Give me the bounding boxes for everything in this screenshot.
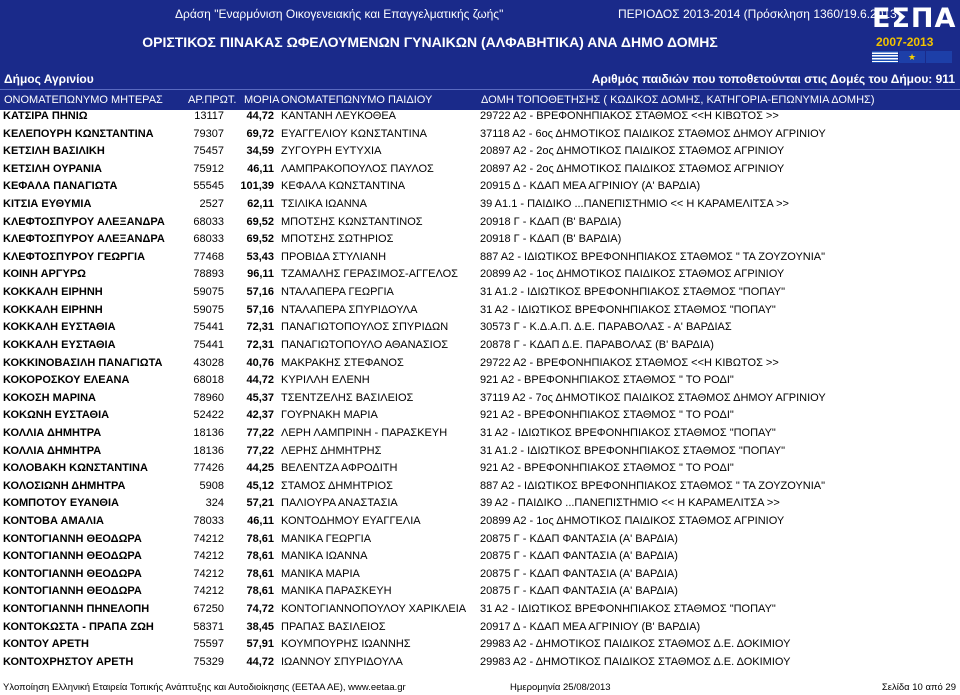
table-row [0,495,960,513]
footer-page: Σελίδα 10 από 29 [881,682,956,693]
protocol-number: 78893 [193,268,224,281]
score-value: 72,31 [246,321,274,334]
protocol-number: 43028 [193,356,224,369]
structure-name: 39 Α1.1 - ΠΑΙΔΙΚΟ ...ΠΑΝΕΠΙΣΤΗΜΙΟ << Η ΚΑΡΑΜΕΛΙΤΣΑ >> [480,198,789,211]
table-row [0,513,960,531]
mother-name: ΚΕΤΣΙΛΗ ΒΑΣΙΛΙΚΗ [3,145,105,158]
child-name: ΛΕΡΗΣ ΔΗΜΗΤΡΗΣ [281,444,382,457]
structure-name: 887 Α2 - ΙΔΙΩΤΙΚΟΣ ΒΡΕΦΟΝΗΠΙΑΚΟΣ ΣΤΑΘΜΟΣ " ΤΑ ΖΟΥΖΟΥΝΙΑ" [480,250,826,263]
score-value: 44,72 [246,374,274,387]
footer-org: Υλοποίηση Ελληνική Εταιρεία Τοπικής Ανάπτυξης και Αυτοδιοίκησης (ΕΕΤΑΑ ΑΕ), www.eetaa.gr [3,682,406,693]
score-value: 96,11 [247,268,274,281]
child-name: ΒΕΛΕΝΤΖΑ ΑΦΡΟΔΙΤΗ [281,462,398,475]
structure-name: 39 Α2 - ΠΑΙΔΙΚΟ ...ΠΑΝΕΠΙΣΤΗΜΙΟ << Η ΚΑΡΑΜΕΛΙΤΣΑ >> [480,497,780,510]
score-value: 69,72 [246,127,274,140]
score-value: 78,61 [246,585,274,598]
mother-name: ΚΟΚΚΙΝΟΒΑΣΙΛΗ ΠΑΝΑΓΙΩΤΑ [3,356,163,369]
table-row [0,355,960,373]
mother-name: ΚΟΝΤΟΓΙΑΝΝΗ ΘΕΟΔΩΡΑ [3,532,142,545]
protocol-number: 52422 [193,409,224,422]
child-name: ΖΥΓΟΥΡΗ ΕΥΤΥΧΙΑ [281,145,382,158]
protocol-number: 18136 [193,444,224,457]
score-value: 101,39 [240,180,274,193]
mother-name: ΚΟΝΤΟΓΙΑΝΝΗ ΘΕΟΔΩΡΑ [3,550,142,563]
child-name: ΚΥΡΙΛΛΗ ΕΛΕΝΗ [281,374,370,387]
table-row [0,126,960,144]
mother-name: ΚΟΚΚΑΛΗ ΕΥΣΤΑΘΙΑ [3,338,116,351]
score-value: 62,11 [247,198,274,211]
mother-name: ΚΛΕΦΤΟΣΠΥΡΟΥ ΓΕΩΡΓΙΑ [3,250,146,263]
child-name: ΤΣΕΝΤΖΕΛΗΣ ΒΑΣΙΛΕΙΟΣ [281,391,414,404]
child-name: ΚΟΥΜΠΟΥΡΗΣ ΙΩΑΝΝΗΣ [281,638,411,651]
protocol-number: 75329 [193,655,224,668]
score-value: 46,11 [247,515,274,528]
child-name: ΙΩΑΝΝΟΥ ΣΠΥΡΙΔΟΥΛΑ [281,655,403,668]
score-value: 45,37 [246,391,274,404]
score-value: 72,31 [246,338,274,351]
table-row [0,443,960,461]
protocol-number: 18136 [193,426,224,439]
mother-name: ΚΟΝΤΟΒΑ ΑΜΑΛΙΑ [3,515,104,528]
mother-name: ΚΟΚΚΑΛΗ ΕΙΡΗΝΗ [3,303,103,316]
structure-name: 30573 Γ - Κ.Δ.Α.Π. Δ.Ε. ΠΑΡΑΒΟΛΑΣ - Α' ΒΑΡΔΙΑΣ [480,321,732,334]
score-value: 69,52 [246,215,274,228]
protocol-number: 78033 [193,515,224,528]
child-name: ΚΕΦΑΛΑ ΚΩΝΣΤΑΝΤΙΝΑ [281,180,406,193]
mother-name: ΚΟΝΤΟΥ ΑΡΕΤΗ [3,638,89,651]
structure-name: 887 Α2 - ΙΔΙΩΤΙΚΟΣ ΒΡΕΦΟΝΗΠΙΑΚΟΣ ΣΤΑΘΜΟΣ " ΤΑ ΖΟΥΖΟΥΝΙΑ" [480,479,826,492]
child-name: ΜΑΝΙΚΑ ΠΑΡΑΣΚΕΥΗ [281,585,392,598]
protocol-number: 79307 [193,127,224,140]
score-value: 40,76 [246,356,274,369]
protocol-number: 74212 [193,550,224,563]
table-row [0,583,960,601]
score-value: 78,61 [246,532,274,545]
protocol-number: 58371 [193,620,224,633]
child-name: ΤΣΙΛΙΚΑ ΙΩΑΝΝΑ [281,198,367,211]
structure-name: 20878 Γ - ΚΔΑΠ Δ.Ε. ΠΑΡΑΒΟΛΑΣ (Β' ΒΑΡΔΙΑ) [480,338,714,351]
child-name: ΝΤΑΛΑΠΕΡΑ ΓΕΩΡΓΙΑ [281,286,394,299]
child-name: ΚΟΝΤΟΓΙΑΝΝΟΠΟΥΛΟΥ ΧΑΡΙΚΛΕΙΑ [281,603,467,616]
protocol-number: 68018 [193,374,224,387]
child-name: ΣΤΑΜΟΣ ΔΗΜΗΤΡΙΟΣ [281,479,393,492]
table-row [0,478,960,496]
structure-name: 31 Α1.2 - ΙΔΙΩΤΙΚΟΣ ΒΡΕΦΟΝΗΠΙΑΚΟΣ ΣΤΑΘΜΟΣ "ΠΟΠΑΥ" [480,286,785,299]
protocol-number: 78960 [193,391,224,404]
score-value: 44,72 [246,655,274,668]
mother-name: ΚΟΝΤΟΓΙΑΝΝΗ ΘΕΟΔΩΡΑ [3,567,142,580]
structure-name: 20875 Γ - ΚΔΑΠ ΦΑΝΤΑΣΙΑ (Α' ΒΑΡΔΙΑ) [480,532,678,545]
protocol-number: 5908 [199,479,224,492]
table-row [0,636,960,654]
mother-name: ΚΟΚΟΡΟΣΚΟΥ ΕΛΕΑΝΑ [3,374,130,387]
score-value: 74,72 [246,603,274,616]
structure-name: 20875 Γ - ΚΔΑΠ ΦΑΝΤΑΣΙΑ (Α' ΒΑΡΔΙΑ) [480,585,678,598]
protocol-number: 13117 [194,110,224,122]
table-row [0,161,960,179]
protocol-number: 67250 [193,603,224,616]
structure-name: 921 Α2 - ΒΡΕΦΟΝΗΠΙΑΚΟΣ ΣΤΑΘΜΟΣ " ΤΟ ΡΟΔΙ" [480,409,734,422]
child-name: ΜΑΝΙΚΑ ΜΑΡΙΑ [281,567,360,580]
table-row [0,196,960,214]
table-row [0,619,960,637]
child-name: ΠΑΝΑΓΙΩΤΟΠΟΥΛΟ ΑΘΑΝΑΣΙΟΣ [281,338,449,351]
protocol-number: 75597 [193,638,224,651]
structure-name: 29983 Α2 - ΔΗΜΟΤΙΚΟΣ ΠΑΙΔΙΚΟΣ ΣΤΑΘΜΟΣ Δ.Ε. ΔΟΚΙΜΙΟΥ [480,638,791,651]
table-row [0,460,960,478]
structure-name: 20899 Α2 - 1ος ΔΗΜΟΤΙΚΟΣ ΠΑΙΔΙΚΟΣ ΣΤΑΘΜΟΣ ΑΓΡΙΝΙΟΥ [480,515,785,528]
protocol-number: 75457 [193,145,224,158]
page-footer [0,680,960,695]
protocol-number: 324 [205,497,224,510]
table-row [0,390,960,408]
child-name: ΠΑΝΑΓΙΩΤΟΠΟΥΛΟΣ ΣΠΥΡΙΔΩΝ [281,321,449,334]
protocol-number: 59075 [193,286,224,299]
mother-name: ΚΟΚΩΝΗ ΕΥΣΤΑΘΙΑ [3,409,110,422]
child-name: ΠΡΟΒΙΔΑ ΣΤΥΛΙΑΝΗ [281,250,387,263]
table-row [0,566,960,584]
footer-date: Ημερομηνία 25/08/2013 [510,682,611,693]
col-protocol: ΑΡ.ΠΡΩΤ. [188,94,237,106]
structure-name: 20918 Γ - ΚΔΑΠ (Β' ΒΑΡΔΙΑ) [480,215,622,228]
child-name: ΜΑΝΙΚΑ ΓΕΩΡΓΙΑ [281,532,372,545]
mother-name: ΚΕΤΣΙΛΗ ΟΥΡΑΝΙΑ [3,162,102,175]
municipality-name: Δήμος Αγρινίου [4,72,94,86]
structure-name: 31 Α2 - ΙΔΙΩΤΙΚΟΣ ΒΡΕΦΟΝΗΠΙΑΚΟΣ ΣΤΑΘΜΟΣ "ΠΟΠΑΥ" [480,603,776,616]
mother-name: ΚΟΛΟΣΙΩΝΗ ΔΗΜΗΤΡΑ [3,479,126,492]
structure-name: 20897 Α2 - 2ος ΔΗΜΟΤΙΚΟΣ ΠΑΙΔΙΚΟΣ ΣΤΑΘΜΟΣ ΑΓΡΙΝΙΟΥ [480,145,785,158]
protocol-number: 68033 [193,215,224,228]
child-name: ΤΖΑΜΑΛΗΣ ΓΕΡΑΣΙΜΟΣ-ΑΓΓΕΛΟΣ [281,268,458,281]
document-title: ΟΡΙΣΤΙΚΟΣ ΠΙΝΑΚΑΣ ΩΦΕΛΟΥΜΕΝΩΝ ΓΥΝΑΙΚΩΝ (ΑΛΦΑΒΗΤΙΚΑ) ΑΝΑ ΔΗΜΟ ΔΟΜΗΣ [142,34,718,50]
mother-name: ΚΕΦΑΛΑ ΠΑΝΑΓΙΩΤΑ [3,180,118,193]
program-period: ΠΕΡΙΟΔΟΣ 2013-2014 (Πρόσκληση 1360/19.6.2013) [618,7,901,21]
table-row [0,231,960,249]
flags-strip [872,51,956,63]
score-value: 45,12 [246,479,274,492]
table-row [0,407,960,425]
table-row [0,302,960,320]
score-value: 44,25 [246,462,274,475]
table-row [0,654,960,672]
protocol-number: 77426 [193,462,224,475]
mother-name: ΚΟΚΚΑΛΗ ΕΙΡΗΝΗ [3,286,103,299]
structure-name: 31 Α2 - ΙΔΙΩΤΙΚΟΣ ΒΡΕΦΟΝΗΠΙΑΚΟΣ ΣΤΑΘΜΟΣ "ΠΟΠΑΥ" [480,426,776,439]
child-name: ΕΥΑΓΓΕΛΙΟΥ ΚΩΝΣΤΑΝΤΙΝΑ [281,127,427,140]
mother-name: ΚΙΤΣΙΑ ΕΥΘΥΜΙΑ [3,198,92,211]
table-row [0,214,960,232]
score-value: 57,91 [246,638,274,651]
score-value: 53,43 [246,250,274,263]
score-value: 78,61 [246,567,274,580]
table-row [0,531,960,549]
structure-name: 921 Α2 - ΒΡΕΦΟΝΗΠΙΑΚΟΣ ΣΤΑΘΜΟΣ " ΤΟ ΡΟΔΙ" [480,462,734,475]
score-value: 78,61 [246,550,274,563]
child-name: ΛΕΡΗ ΛΑΜΠΡΙΝΗ - ΠΑΡΑΣΚΕΥΗ [281,426,448,439]
table-row [0,337,960,355]
protocol-number: 75441 [193,321,224,334]
protocol-number: 2527 [199,198,224,211]
table-row [0,319,960,337]
structure-name: 20915 Δ - ΚΔΑΠ ΜΕΑ ΑΓΡΙΝΙΟΥ (Α' ΒΑΡΔΙΑ) [480,180,701,193]
program-name: Δράση "Εναρμόνιση Οικογενειακής και Επαγγελματικής ζωής" [175,7,504,21]
header-banner [0,0,960,68]
municipality-bar [0,68,960,89]
protocol-number: 75441 [193,338,224,351]
table-row [0,178,960,196]
mother-name: ΚΟΝΤΟΓΙΑΝΝΗ ΘΕΟΔΩΡΑ [3,585,142,598]
score-value: 46,11 [247,162,274,175]
table-row [0,372,960,390]
col-structure: ΔΟΜΗ ΤΟΠΟΘΕΤΗΣΗΣ ( ΚΩΔΙΚΟΣ ΔΟΜΗΣ, ΚΑΤΗΓΟΡΙΑ-ΕΠΩΝΥΜΙΑ ΔΟΜΗΣ) [481,94,875,106]
structure-name: 29983 Α2 - ΔΗΜΟΤΙΚΟΣ ΠΑΙΔΙΚΟΣ ΣΤΑΘΜΟΣ Δ.Ε. ΔΟΚΙΜΙΟΥ [480,655,791,668]
table-row [0,108,960,126]
structure-name: 31 Α2 - ΙΔΙΩΤΙΚΟΣ ΒΡΕΦΟΝΗΠΙΑΚΟΣ ΣΤΑΘΜΟΣ "ΠΟΠΑΥ" [480,303,776,316]
child-name: ΚΑΝΤΑΝΗ ΛΕΥΚΟΘΕΑ [281,110,397,122]
table-row [0,425,960,443]
mother-name: ΚΟΝΤΟΧΡΗΣΤΟΥ ΑΡΕΤΗ [3,655,134,668]
structure-name: 20875 Γ - ΚΔΑΠ ΦΑΝΤΑΣΙΑ (Α' ΒΑΡΔΙΑ) [480,567,678,580]
eu-flag-icon: ★ [899,51,925,63]
protocol-number: 68033 [193,233,224,246]
structure-name: 29722 Α2 - ΒΡΕΦΟΝΗΠΙΑΚΟΣ ΣΤΑΘΜΟΣ <<Η ΚΙΒΩΤΟΣ >> [480,110,779,122]
protocol-number: 59075 [193,303,224,316]
col-mother: ΟΝΟΜΑΤΕΠΩΝΥΜΟ ΜΗΤΕΡΑΣ [4,94,163,106]
score-value: 77,22 [246,426,274,439]
protocol-number: 74212 [193,585,224,598]
emblem-icon [926,51,952,63]
protocol-number: 74212 [193,567,224,580]
child-name: ΜΠΟΤΣΗΣ ΚΩΝΣΤΑΝΤΙΝΟΣ [281,215,423,228]
mother-name: ΚΟΚΚΑΛΗ ΕΥΣΤΑΘΙΑ [3,321,116,334]
table-body [0,108,960,672]
mother-name: ΚΟΜΠΟΤΟΥ ΕΥΑΝΘΙΑ [3,497,119,510]
score-value: 57,16 [246,303,274,316]
table-header [0,89,960,110]
child-name: ΓΟΥΡΝΑΚΗ ΜΑΡΙΑ [281,409,378,422]
child-name: ΚΟΝΤΟΔΗΜΟΥ ΕΥΑΓΓΕΛΙΑ [281,515,421,528]
mother-name: ΚΕΛΕΠΟΥΡΗ ΚΩΝΣΤΑΝΤΙΝΑ [3,127,154,140]
mother-name: ΚΟΝΤΟΚΩΣΤΑ - ΠΡΑΠΑ ΖΩΗ [3,620,154,633]
structure-name: 37119 Α2 - 7ος ΔΗΜΟΤΙΚΟΣ ΠΑΙΔΙΚΟΣ ΣΤΑΘΜΟΣ ΔΗΜΟΥ ΑΓΡΙΝΙΟΥ [480,391,826,404]
espa-logo-text: ΕΣΠΑ [872,3,957,34]
child-name: ΜΑΝΙΚΑ ΙΩΑΝΝΑ [281,550,368,563]
structure-name: 29722 Α2 - ΒΡΕΦΟΝΗΠΙΑΚΟΣ ΣΤΑΘΜΟΣ <<Η ΚΙΒΩΤΟΣ >> [480,356,779,369]
mother-name: ΚΟΛΛΙΑ ΔΗΜΗΤΡΑ [3,426,102,439]
score-value: 57,21 [246,497,274,510]
mother-name: ΚΟΛΟΒΑΚΗ ΚΩΝΣΤΑΝΤΙΝΑ [3,462,148,475]
score-value: 44,72 [246,110,274,122]
structure-name: 921 Α2 - ΒΡΕΦΟΝΗΠΙΑΚΟΣ ΣΤΑΘΜΟΣ " ΤΟ ΡΟΔΙ" [480,374,734,387]
espa-logo [872,3,956,65]
score-value: 34,59 [246,145,274,158]
table-row [0,601,960,619]
score-value: 42,37 [246,409,274,422]
structure-name: 20897 Α2 - 2ος ΔΗΜΟΤΙΚΟΣ ΠΑΙΔΙΚΟΣ ΣΤΑΘΜΟΣ ΑΓΡΙΝΙΟΥ [480,162,785,175]
mother-name: ΚΛΕΦΤΟΣΠΥΡΟΥ ΑΛΕΞΑΝΔΡΑ [3,233,165,246]
protocol-number: 77468 [193,250,224,263]
structure-name: 37118 Α2 - 6ος ΔΗΜΟΤΙΚΟΣ ΠΑΙΔΙΚΟΣ ΣΤΑΘΜΟΣ ΔΗΜΟΥ ΑΓΡΙΝΙΟΥ [480,127,826,140]
child-name: ΜΠΟΤΣΗΣ ΣΩΤΗΡΙΟΣ [281,233,394,246]
child-name: ΜΑΚΡΑΚΗΣ ΣΤΕΦΑΝΟΣ [281,356,404,369]
col-score: ΜΟΡΙΑ [244,94,280,106]
table-row [0,143,960,161]
structure-name: 20918 Γ - ΚΔΑΠ (Β' ΒΑΡΔΙΑ) [480,233,622,246]
mother-name: ΚΟΚΟΣΗ ΜΑΡΙΝΑ [3,391,96,404]
child-name: ΛΑΜΠΡΑΚΟΠΟΥΛΟΣ ΠΑΥΛΟΣ [281,162,434,175]
table-row [0,284,960,302]
table-row [0,249,960,267]
table-row [0,266,960,284]
structure-name: 20899 Α2 - 1ος ΔΗΜΟΤΙΚΟΣ ΠΑΙΔΙΚΟΣ ΣΤΑΘΜΟΣ ΑΓΡΙΝΙΟΥ [480,268,785,281]
structure-name: 20917 Δ - ΚΔΑΠ ΜΕΑ ΑΓΡΙΝΙΟΥ (Β' ΒΑΡΔΙΑ) [480,620,701,633]
greek-flag-icon [872,51,898,63]
espa-logo-years: 2007-2013 [876,35,934,49]
protocol-number: 75912 [193,162,224,175]
mother-name: ΚΛΕΦΤΟΣΠΥΡΟΥ ΑΛΕΞΑΝΔΡΑ [3,215,165,228]
mother-name: ΚΑΤΣΙΡΑ ΠΗΝΙΩ [3,110,88,122]
mother-name: ΚΟΙΝΗ ΑΡΓΥΡΩ [3,268,86,281]
score-value: 69,52 [246,233,274,246]
col-child: ΟΝΟΜΑΤΕΠΩΝΥΜΟ ΠΑΙΔΙΟΥ [281,94,433,106]
table-row [0,548,960,566]
mother-name: ΚΟΝΤΟΓΙΑΝΝΗ ΠΗΝΕΛΟΠΗ [3,603,150,616]
children-count: Αριθμός παιδιών που τοποθετούνται στις Δομές του Δήμου: 911 [591,72,955,86]
protocol-number: 55545 [193,180,224,193]
score-value: 38,45 [246,620,274,633]
child-name: ΠΡΑΠΑΣ ΒΑΣΙΛΕΙΟΣ [281,620,386,633]
structure-name: 31 Α1.2 - ΙΔΙΩΤΙΚΟΣ ΒΡΕΦΟΝΗΠΙΑΚΟΣ ΣΤΑΘΜΟΣ "ΠΟΠΑΥ" [480,444,785,457]
child-name: ΝΤΑΛΑΠΕΡΑ ΣΠΥΡΙΔΟΥΛΑ [281,303,418,316]
mother-name: ΚΟΛΛΙΑ ΔΗΜΗΤΡΑ [3,444,102,457]
score-value: 57,16 [246,286,274,299]
score-value: 77,22 [246,444,274,457]
protocol-number: 74212 [193,532,224,545]
child-name: ΠΑΛΙΟΥΡΑ ΑΝΑΣΤΑΣΙΑ [281,497,398,510]
structure-name: 20875 Γ - ΚΔΑΠ ΦΑΝΤΑΣΙΑ (Α' ΒΑΡΔΙΑ) [480,550,678,563]
